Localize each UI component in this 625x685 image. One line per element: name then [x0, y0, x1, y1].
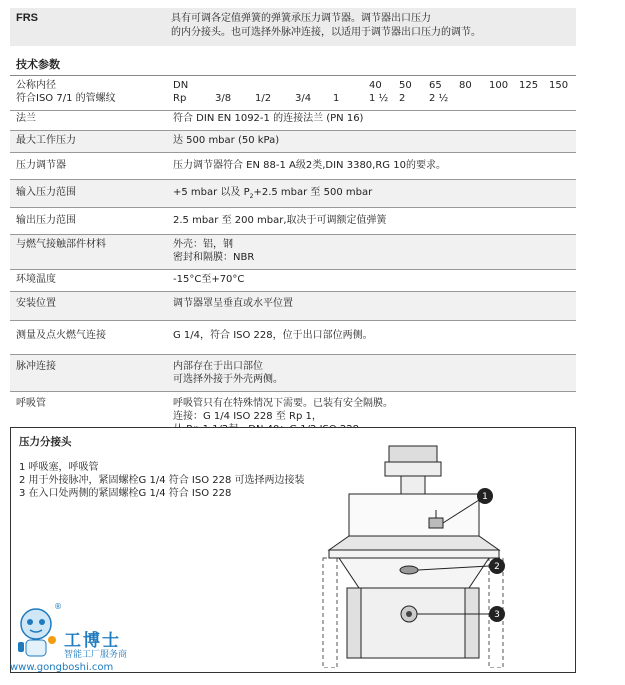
product-description: 具有可调各定值弹簧的弹簧承压力调节器。调节器出口压力 的内分接头。也可选择外脉冲连接，以适用于调节器出口压力的调节。 [171, 13, 481, 38]
callout-2: 2 [494, 562, 500, 572]
regulator-drawing [311, 438, 521, 668]
product-header [10, 8, 576, 46]
spec-row-regulator: 压力调节器 压力调节器符合 EN 88-1 A级2类,DIN 3380,RG 10的要求。 [10, 153, 576, 180]
rp-label: Rp [173, 93, 187, 104]
spec-row-input-range: 输入压力范围 +5 mbar 以及 $P_2+2.5$ mbar 至 500 mbar [10, 180, 576, 208]
dn-value: 40 [369, 80, 382, 91]
spec-row-test-connection: 测量及点火燃气连接 G 1/4，符合 ISO 228，位于出口部位两侧。 [10, 321, 576, 355]
watermark [4, 600, 164, 680]
legend-item: 1 呼吸塞，呼吸管 [19, 462, 99, 473]
watermark-subtitle: 智能工厂服务商 [64, 650, 128, 660]
spec-row-breather: 呼吸管 呼吸管只有在特殊情况下需要。已装有安全隔膜。 连接：G 1/4 ISO 228 至 Rp 1， [16, 398, 393, 422]
rp-value: 2 ½ [429, 93, 449, 104]
dn-label: DN [173, 80, 189, 91]
spec-row-max-pressure: 最大工作压力 达 500 mbar (50 kPa) [10, 131, 576, 153]
spec-row-mounting: 安装位置 调节器罩呈垂直或水平位置 [10, 292, 576, 321]
rp-value: 2 [399, 93, 406, 104]
callout-3: 3 [494, 610, 500, 620]
product-code: FRS [16, 12, 38, 24]
dn-value: 150 [549, 80, 569, 91]
legend-item: 2 用于外接脉冲，紧固螺栓G 1/4 符合 ISO 228 可选择两边接装 [19, 475, 305, 486]
robot-mascot-icon [8, 602, 66, 664]
spec-row-impulse: 脉冲连接 内部存在于出口部位 可选择外接于外壳两侧。 [10, 355, 576, 392]
spec-row-materials: 与燃气接触部件材料 外壳：铝，钢 密封和隔膜：NBR [10, 235, 576, 270]
dn-value: 80 [459, 80, 472, 91]
rp-value: 1 [333, 93, 340, 104]
legend-item: 3 在入口处两侧的紧固螺栓G 1/4 符合 ISO 228 [19, 488, 232, 499]
spec-row-dn: 公称内径 符合ISO 7/1 的管螺纹 DN Rp 3/8 1/2 3/4 1 40 50 65 80 100 125 150 1 ½ 2 2 ½ [10, 76, 576, 111]
callout-legend [19, 461, 305, 500]
rp-value: 3/4 [295, 93, 312, 104]
specs-title: 技术参数 [10, 54, 576, 76]
rp-value: 1/2 [255, 93, 272, 104]
spec-row-output-range: 输出压力范围 2.5 mbar 至 200 mbar,取决于可调额定值弹簧 [10, 208, 576, 235]
watermark-name: 工博士 [64, 631, 121, 651]
dn-value: 50 [399, 80, 412, 91]
dn-value: 125 [519, 80, 539, 91]
rp-value: 1 ½ [369, 93, 389, 104]
dn-value: 100 [489, 80, 509, 91]
panel-title: 压力分接头 [19, 436, 72, 448]
registered-mark: ® [54, 602, 62, 611]
spec-row-ambient-temp: 环境温度 -15°C至+70°C [10, 270, 576, 292]
datasheet [10, 8, 576, 441]
callout-1: 1 [482, 492, 488, 502]
watermark-url[interactable]: www.gongboshi.com [10, 662, 114, 673]
spec-row-flange: 法兰 符合 DIN EN 1092-1 的连接法兰 (PN 16) [10, 111, 576, 131]
rp-value: 3/8 [215, 93, 232, 104]
dn-value: 65 [429, 80, 442, 91]
